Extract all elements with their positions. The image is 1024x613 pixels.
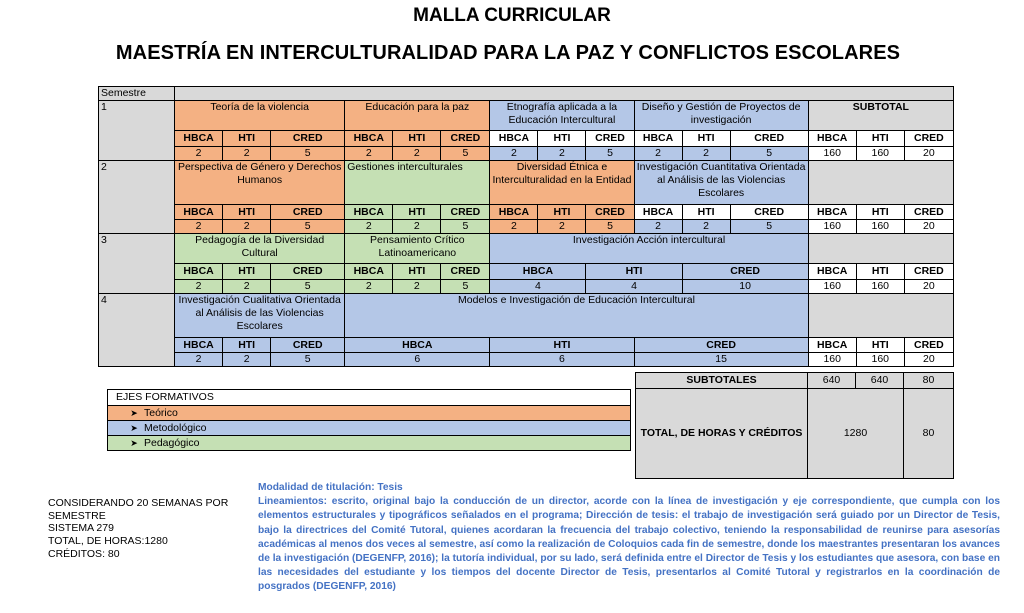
col-header: HBCA xyxy=(175,264,223,280)
arrow-bullet-icon: ➤ xyxy=(130,438,138,448)
semester-header: Semestre xyxy=(99,87,175,101)
course-name: Diversidad Étnica e Interculturalidad en la Entidad xyxy=(490,161,634,205)
semester-number: 4 xyxy=(99,294,175,367)
col-header: CRED xyxy=(586,205,634,220)
course-name: Modelos e Investigación de Educación Intercultural xyxy=(345,294,808,338)
legend-item-pedagogico xyxy=(108,435,630,450)
cell-value: 5 xyxy=(586,147,634,161)
cell-value: 2 xyxy=(223,220,271,234)
cell-value: 10 xyxy=(682,280,808,294)
cell-value: 2 xyxy=(175,147,223,161)
col-header: HTI xyxy=(856,338,904,353)
cell-value: 2 xyxy=(175,220,223,234)
cell-value: 15 xyxy=(634,353,808,367)
col-header: HTI xyxy=(393,264,441,280)
totals-table xyxy=(635,372,954,479)
cell-value: 2 xyxy=(175,353,223,367)
col-header: CRED xyxy=(271,131,345,147)
col-header: HTI xyxy=(682,205,730,220)
col-header: CRED xyxy=(904,131,953,147)
col-header: CRED xyxy=(271,205,345,220)
course-name: Investigación Cualitativa Orientada al Análisis de las Violencias Escolares xyxy=(175,294,345,338)
col-header: HBCA xyxy=(808,131,856,147)
col-header: HTI xyxy=(586,264,682,280)
cell-value: 4 xyxy=(490,280,586,294)
summary-credits: CRÉDITOS: 80 xyxy=(48,547,120,560)
cell-value: 2 xyxy=(393,280,441,294)
cell-value: 5 xyxy=(441,220,490,234)
cell-value: 2 xyxy=(345,220,393,234)
cell-value: 4 xyxy=(586,280,682,294)
course-name: Pensamiento Crítico Latinoamericano xyxy=(345,234,490,264)
subtotal-value: 160 xyxy=(856,353,904,367)
col-header: CRED xyxy=(271,264,345,280)
col-header: CRED xyxy=(634,338,808,353)
subtotal-value: 160 xyxy=(808,220,856,234)
col-header: CRED xyxy=(271,338,345,353)
col-header: HBCA xyxy=(490,264,586,280)
legend-label: Metodológico xyxy=(144,422,207,434)
semester-number: 3 xyxy=(99,234,175,294)
cell-value: 2 xyxy=(538,220,586,234)
lineamientos-text: Lineamientos: escrito, original bajo la conducción de un director, acorde con la línea de investigación y eje correspondiente, que cumpla con los elementos estructurales y tipográficos señalados en el programa; Dirección de tesis: el trabajo de investigación será guiado por un Director de Tesis, bajo la directrices del Comité Tutoral, quienes acordaran la frecuencia del trabajo colectivo, teniendo la responsabilidad de reunirse para asesorías académicas al menos dos veces al semestre, así como la realización de Coloquios cada fin de semestre, donde los maestrantes presentaran los avances de la investigación (DEGENFP, 2016); la tutoría individual, por su lado, será definida entre el Director de Tesis y los estudiantes que asesora, con base en las necesidades del estudiante y los tiempos del docente Director de Tesis, presentarlos al Comité Tutoral y registrarlos en la coordinación de posgrados (DEGENFP, 2016) xyxy=(258,496,1000,593)
subtotal-value: 160 xyxy=(856,220,904,234)
subtotal-value: 160 xyxy=(808,353,856,367)
cell-value: 2 xyxy=(634,220,682,234)
titulacion-notes xyxy=(258,481,1000,595)
cell-value: 5 xyxy=(586,220,634,234)
course-name: Investigación Cuantitativa Orientada al Análisis de las Violencias Escolares xyxy=(634,161,808,205)
subtotal-value: 160 xyxy=(856,147,904,161)
cell-value: 6 xyxy=(490,353,634,367)
cell-value: 2 xyxy=(490,220,538,234)
ejes-formativos-legend xyxy=(107,389,631,451)
col-header: HTI xyxy=(538,205,586,220)
col-header: HTI xyxy=(393,131,441,147)
subtotales-hti: 640 xyxy=(856,373,904,389)
cell-value: 5 xyxy=(271,280,345,294)
subtotal-value: 20 xyxy=(904,353,953,367)
col-header: HTI xyxy=(682,131,730,147)
arrow-bullet-icon: ➤ xyxy=(130,408,138,418)
col-header: CRED xyxy=(730,131,808,147)
course-name: Investigación Acción intercultural xyxy=(490,234,808,264)
summary-system: SISTEMA 279 xyxy=(48,522,114,535)
cell-value: 5 xyxy=(271,353,345,367)
col-header: HBCA xyxy=(175,338,223,353)
cell-value: 2 xyxy=(345,147,393,161)
cell-value: 2 xyxy=(393,220,441,234)
semester-number: 1 xyxy=(99,101,175,161)
cell-value: 5 xyxy=(730,220,808,234)
subtotal-label: SUBTOTAL xyxy=(808,101,953,131)
cell-value: 2 xyxy=(175,280,223,294)
col-header: CRED xyxy=(904,338,953,353)
col-header: HBCA xyxy=(808,264,856,280)
cell-value: 2 xyxy=(682,147,730,161)
total-credits: 80 xyxy=(904,389,954,479)
cell-value: 6 xyxy=(345,353,490,367)
total-hours: 1280 xyxy=(808,389,904,479)
col-header: HBCA xyxy=(634,131,682,147)
legend-item-teorico xyxy=(108,405,630,420)
cell-value: 2 xyxy=(538,147,586,161)
subtotales-hbca: 640 xyxy=(808,373,856,389)
summary-weeks: CONSIDERANDO 20 SEMANAS POR SEMESTRE xyxy=(48,497,229,522)
col-header: HBCA xyxy=(634,205,682,220)
arrow-bullet-icon: ➤ xyxy=(130,423,138,433)
course-name: Pedagogía de la Diversidad Cultural xyxy=(175,234,345,264)
subtotal-value: 20 xyxy=(904,147,953,161)
course-name: Gestiones interculturales xyxy=(345,161,490,205)
col-header: CRED xyxy=(441,205,490,220)
col-header: HTI xyxy=(223,131,271,147)
subtotal-value: 160 xyxy=(856,280,904,294)
page-subtitle: MAESTRÍA EN INTERCULTURALIDAD PARA LA PAZ Y CONFLICTOS ESCOLARES xyxy=(115,42,901,64)
col-header: HBCA xyxy=(345,264,393,280)
subtotal-value: 20 xyxy=(904,280,953,294)
subtotales-cred: 80 xyxy=(904,373,954,389)
col-header: HTI xyxy=(490,338,634,353)
col-header: HBCA xyxy=(490,131,538,147)
col-header: CRED xyxy=(441,264,490,280)
subtotal-value: 20 xyxy=(904,220,953,234)
cell-value: 2 xyxy=(223,280,271,294)
col-header: HBCA xyxy=(345,131,393,147)
col-header: CRED xyxy=(682,264,808,280)
cell-value: 2 xyxy=(345,280,393,294)
col-header: CRED xyxy=(904,205,953,220)
summary-total-hours: TOTAL, DE HORAS:1280 xyxy=(48,535,168,548)
cell-value: 2 xyxy=(682,220,730,234)
col-header: CRED xyxy=(730,205,808,220)
page-title: MALLA CURRICULAR xyxy=(413,5,611,26)
course-name: Diseño y Gestión de Proyectos de investigación xyxy=(634,101,808,131)
legend-item-metodologico xyxy=(108,420,630,435)
cell-value: 2 xyxy=(634,147,682,161)
legend-label: Pedagógico xyxy=(144,437,200,449)
col-header: HBCA xyxy=(345,338,490,353)
col-header: CRED xyxy=(586,131,634,147)
cell-value: 2 xyxy=(223,353,271,367)
cell-value: 5 xyxy=(730,147,808,161)
subtotales-label: SUBTOTALES xyxy=(636,373,808,389)
subtotal-value: 160 xyxy=(808,147,856,161)
col-header: HTI xyxy=(856,264,904,280)
cell-value: 5 xyxy=(441,147,490,161)
subtotal-value: 160 xyxy=(808,280,856,294)
curriculum-table xyxy=(98,86,954,367)
col-header: HTI xyxy=(856,205,904,220)
program-summary xyxy=(48,497,248,561)
course-name: Teoría de la violencia xyxy=(175,101,345,131)
col-header: HBCA xyxy=(490,205,538,220)
col-header: HTI xyxy=(856,131,904,147)
total-label: TOTAL, DE HORAS Y CRÉDITOS xyxy=(636,389,808,479)
col-header: HBCA xyxy=(175,131,223,147)
legend-label: Teórico xyxy=(144,407,178,419)
cell-value: 5 xyxy=(441,280,490,294)
col-header: HBCA xyxy=(345,205,393,220)
cell-value: 2 xyxy=(223,147,271,161)
course-name: Etnografía aplicada a la Educación Intercultural xyxy=(490,101,634,131)
col-header: CRED xyxy=(904,264,953,280)
cell-value: 2 xyxy=(490,147,538,161)
cell-value: 2 xyxy=(393,147,441,161)
col-header: HBCA xyxy=(808,205,856,220)
col-header: HTI xyxy=(223,205,271,220)
modalidad-titulacion: Modalidad de titulación: Tesis xyxy=(258,482,403,493)
course-name: Educación para la paz xyxy=(345,101,490,131)
cell-value: 5 xyxy=(271,220,345,234)
col-header: HTI xyxy=(223,338,271,353)
col-header: HBCA xyxy=(175,205,223,220)
legend-title: EJES FORMATIVOS xyxy=(116,391,214,403)
cell-value: 5 xyxy=(271,147,345,161)
col-header: CRED xyxy=(441,131,490,147)
col-header: HTI xyxy=(223,264,271,280)
course-name: Perspectiva de Género y Derechos Humanos xyxy=(175,161,345,205)
semester-number: 2 xyxy=(99,161,175,234)
col-header: HTI xyxy=(538,131,586,147)
col-header: HTI xyxy=(393,205,441,220)
col-header: HBCA xyxy=(808,338,856,353)
